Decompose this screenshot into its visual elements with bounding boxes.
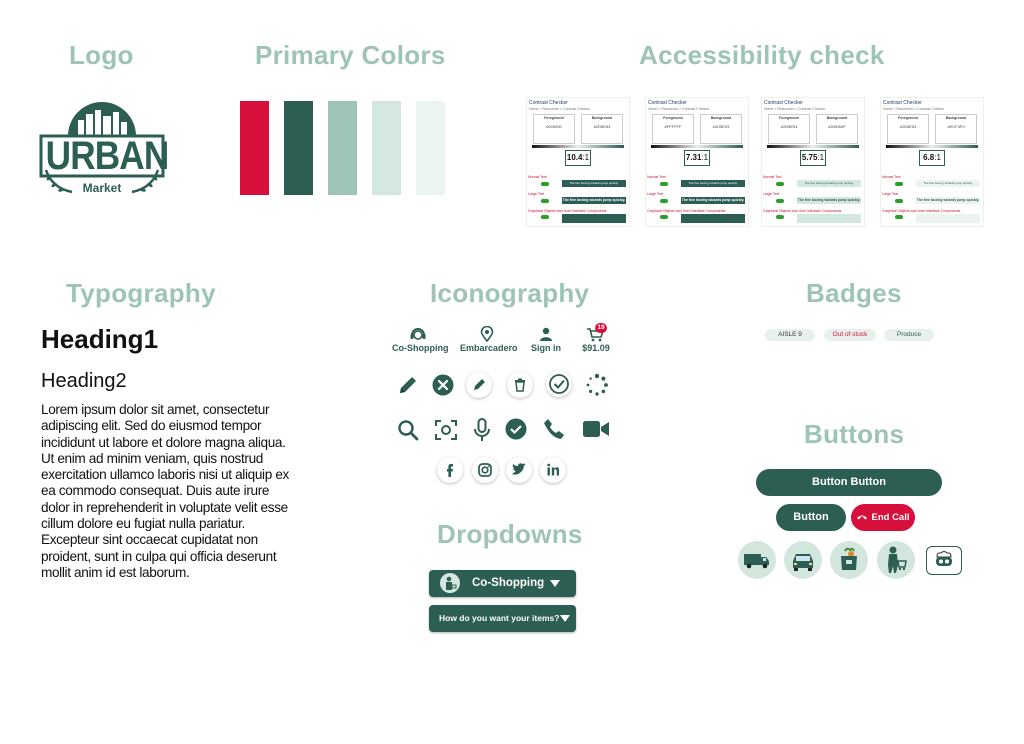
pass-pill	[776, 215, 784, 219]
contrast-checker-breadcrumb: Home > Resources > Contrast Checker	[648, 107, 710, 111]
nav-location-label: Embarcadero	[460, 343, 518, 353]
color-swatch	[416, 101, 445, 195]
shopper-button[interactable]	[877, 541, 915, 579]
graphical-sample	[797, 214, 861, 223]
pass-pill	[660, 182, 668, 186]
verified-button[interactable]	[546, 371, 572, 397]
color-swatch	[240, 101, 269, 195]
foreground-box	[652, 114, 694, 144]
large-text-sample-text: The five boxing wizards jump quickly.	[797, 198, 861, 202]
contrast-checker-breadcrumb: Home > Resources > Contrast Checker	[883, 107, 945, 111]
scan-face-icon[interactable]	[435, 419, 457, 441]
nav-co-shopping[interactable]	[392, 326, 449, 353]
large-text-label: Large Text	[528, 192, 545, 196]
badge-produce: Produce	[884, 329, 934, 341]
edit-icon	[466, 372, 492, 398]
edit-button[interactable]	[466, 372, 492, 398]
hang-up-icon	[856, 513, 868, 521]
pass-pill	[541, 182, 549, 186]
chef-bot-icon	[927, 547, 961, 574]
pass-pill	[541, 215, 549, 219]
background-value: #ECF4F0	[947, 124, 965, 129]
normal-text-label: Normal Text	[763, 175, 782, 179]
foreground-box	[768, 114, 810, 144]
urban-market-logo	[38, 100, 169, 200]
background-box	[816, 114, 858, 144]
normal-text-sample	[681, 180, 745, 187]
foreground-value: #FFFFFF	[664, 124, 682, 129]
linkedin-button[interactable]	[540, 457, 566, 483]
normal-text-sample	[797, 180, 861, 187]
normal-text-label: Normal Text	[882, 175, 901, 179]
search-icon[interactable]	[397, 419, 419, 441]
caret-down-icon	[560, 615, 570, 622]
background-label: Background	[826, 116, 848, 120]
delete-button[interactable]	[507, 372, 533, 398]
large-text-sample	[562, 197, 626, 204]
normal-text-label: Normal Text	[528, 175, 547, 179]
car-icon	[784, 541, 822, 579]
linkedin-icon	[540, 457, 566, 483]
large-text-sample	[916, 197, 980, 204]
large-text-sample-text: The five boxing wizards jump quickly.	[681, 198, 745, 202]
large-text-sample	[681, 197, 745, 204]
background-box	[700, 114, 742, 144]
primary-button[interactable]: Button	[776, 504, 846, 531]
co-shopping-dropdown-label: Co-Shopping	[472, 577, 545, 589]
headset-icon	[409, 326, 427, 342]
check-circle-icon[interactable]	[505, 418, 527, 440]
graphical-sample	[562, 214, 626, 223]
nav-location[interactable]	[460, 326, 518, 353]
normal-text-sample-text: The five boxing wizards jump quickly.	[569, 181, 619, 185]
contrast-checker-card	[645, 97, 749, 227]
contrast-ratio-suffix: :1	[582, 153, 590, 162]
instagram-button[interactable]	[472, 457, 498, 483]
contrast-checker-title: Contrast Checker	[883, 100, 922, 106]
assistant-bot-button[interactable]	[926, 546, 962, 575]
contrast-checker-title: Contrast Checker	[648, 100, 687, 106]
pass-pill	[776, 182, 784, 186]
grocery-bag-button[interactable]	[830, 541, 868, 579]
facebook-button[interactable]	[437, 457, 463, 483]
pass-pill	[895, 215, 903, 219]
large-text-sample-text: The five boxing wizards jump quickly.	[562, 198, 626, 202]
dropdowns-section-title: Dropdowns	[437, 519, 583, 549]
twitter-icon	[506, 457, 532, 483]
grocery-bag-icon	[830, 541, 868, 579]
background-value: #2D5E53	[593, 124, 611, 129]
logo-subtext: Market	[82, 181, 122, 195]
delivery-method-dropdown[interactable]	[429, 605, 576, 632]
contrast-checker-card	[880, 97, 984, 227]
logo-section-title: Logo	[69, 40, 134, 70]
normal-text-sample-text: The five boxing wizards jump quickly.	[804, 181, 854, 185]
background-label: Background	[945, 116, 967, 120]
pass-pill	[895, 199, 903, 203]
nav-cart[interactable]	[578, 326, 614, 353]
nav-sign-in-label: Sign in	[531, 343, 561, 353]
cart-count-badge: 19	[595, 323, 607, 333]
pass-pill	[541, 199, 549, 203]
lightness-slider	[767, 145, 859, 148]
pencil-icon[interactable]	[397, 374, 419, 396]
heading1-sample: Heading1	[41, 324, 159, 354]
location-pin-icon	[480, 326, 494, 342]
large-text-label: Large Text	[647, 192, 664, 196]
close-circle-icon[interactable]	[432, 374, 454, 396]
background-label: Background	[710, 116, 732, 120]
foreground-box	[887, 114, 929, 144]
contrast-ratio	[684, 150, 710, 166]
microphone-icon[interactable]	[472, 418, 492, 442]
foreground-label: Foreground	[779, 116, 799, 120]
shopper-avatar	[440, 573, 460, 593]
color-swatch	[328, 101, 357, 195]
background-box	[935, 114, 977, 144]
contrast-checker-title: Contrast Checker	[764, 100, 803, 106]
contrast-ratio-suffix: :1	[934, 153, 941, 162]
normal-text-sample-text: The five boxing wizards jump quickly.	[923, 181, 973, 185]
shopper-avatar-icon	[440, 573, 460, 593]
nav-sign-in[interactable]	[529, 326, 563, 353]
graphical-objects-label: Graphical Objects and User Interface Components	[882, 209, 961, 213]
facebook-icon	[437, 457, 463, 483]
twitter-button[interactable]	[506, 457, 532, 483]
graphical-sample	[916, 214, 980, 223]
contrast-checker-breadcrumb: Home > Resources > Contrast Checker	[764, 107, 826, 111]
contrast-ratio	[800, 150, 826, 166]
loading-spinner-icon	[585, 373, 609, 397]
foreground-label: Foreground	[898, 116, 918, 120]
caret-down-icon	[550, 580, 560, 587]
large-text-label: Large Text	[763, 192, 780, 196]
background-value: #D4E8DF	[828, 124, 846, 129]
shopper-icon	[877, 541, 915, 579]
normal-text-sample	[916, 180, 980, 187]
car-pickup-button[interactable]	[784, 541, 822, 579]
background-box	[581, 114, 623, 144]
foreground-value: #2D5E53	[899, 124, 917, 129]
lightness-slider	[886, 145, 978, 148]
contrast-ratio	[565, 150, 591, 166]
iconography-section-title: Iconography	[430, 278, 590, 308]
contrast-ratio-suffix: :1	[817, 153, 825, 162]
accessibility-section-title: Accessibility check	[639, 40, 885, 70]
contrast-ratio	[919, 150, 945, 166]
large-text-sample	[797, 197, 861, 204]
colors-section-title: Primary Colors	[255, 40, 446, 70]
co-shopping-dropdown[interactable]	[429, 570, 576, 597]
normal-text-label: Normal Text	[647, 175, 666, 179]
contrast-checker-card	[526, 97, 630, 227]
contrast-checker-card	[761, 97, 865, 227]
graphical-sample	[681, 214, 745, 223]
large-text-label: Large Text	[882, 192, 899, 196]
badge-out-of-stock: Out of stuck	[824, 329, 876, 341]
contrast-ratio-value: 5.75	[801, 153, 818, 162]
badge-aisle: AISLE 9	[765, 329, 815, 341]
nav-co-shopping-label: Co-Shopping	[392, 343, 449, 353]
foreground-label: Foreground	[663, 116, 683, 120]
badges-section-title: Badges	[806, 278, 902, 308]
contrast-ratio-value: 6.8	[923, 153, 935, 162]
normal-text-sample	[562, 180, 626, 187]
delivery-truck-button[interactable]	[738, 541, 776, 579]
user-icon	[539, 326, 553, 342]
heading2-sample: Heading2	[41, 370, 127, 392]
color-swatch	[284, 101, 313, 195]
video-camera-icon[interactable]	[582, 419, 610, 439]
instagram-icon	[472, 457, 498, 483]
contrast-ratio-value: 10.4	[566, 153, 583, 162]
background-label: Background	[591, 116, 613, 120]
lightness-slider	[651, 145, 743, 148]
delivery-truck-icon	[738, 541, 776, 579]
contrast-checker-title: Contrast Checker	[529, 100, 568, 106]
large-text-sample-text: The five boxing wizards jump quickly.	[916, 198, 980, 202]
pass-pill	[660, 215, 668, 219]
pass-pill	[776, 199, 784, 203]
buttons-section-title: Buttons	[804, 419, 905, 449]
foreground-value: #000000	[546, 124, 562, 129]
pass-pill	[895, 182, 903, 186]
primary-wide-button[interactable]: Button Button	[756, 469, 942, 496]
check-badge-icon	[546, 371, 572, 397]
normal-text-sample-text: The five boxing wizards jump quickly.	[688, 181, 738, 185]
typography-section-title: Typography	[66, 278, 216, 308]
graphical-objects-label: Graphical Objects and User Interface Components	[528, 209, 607, 213]
end-call-button[interactable]	[851, 504, 915, 531]
trash-icon	[507, 372, 533, 398]
foreground-label: Foreground	[544, 116, 564, 120]
foreground-box	[533, 114, 575, 144]
color-swatch	[372, 101, 401, 195]
delivery-method-placeholder: How do you want your items?	[439, 613, 560, 623]
foreground-value: #2D5E53	[780, 124, 798, 129]
contrast-ratio-suffix: :1	[701, 153, 709, 162]
cart-total: $91.09	[582, 343, 610, 353]
end-call-label: End Call	[871, 512, 910, 523]
contrast-ratio-value: 7.31	[685, 153, 702, 162]
lightness-slider	[532, 145, 624, 148]
pass-pill	[660, 199, 668, 203]
body-text-sample: Lorem ipsum dolor sit amet, consectetur adipiscing elit. Sed do eiusmod tempor incididunt ut labore et dolore magna aliqua. Ut enim ad minim veniam, quis nostrud exercitation ullamco laboris nisi ut aliquip ex ea commodo consequat. Duis aute irure dolor in reprehenderit in voluptate velit esse cillum dolore eu fugiat nulla pariatur. Excepteur sint occaecat cupidatat non proident, sunt in culpa qui officia deserunt mollit anim id est laborum.	[41, 402, 290, 580]
background-value: #2D5E53	[712, 124, 730, 129]
graphical-objects-label: Graphical Objects and User Interface Components	[647, 209, 726, 213]
contrast-checker-breadcrumb: Home > Resources > Contrast Checker	[529, 107, 591, 111]
phone-icon[interactable]	[543, 418, 565, 440]
graphical-objects-label: Graphical Objects and User Interface Components	[763, 209, 842, 213]
logo-wordmark: URBAN	[45, 134, 169, 178]
